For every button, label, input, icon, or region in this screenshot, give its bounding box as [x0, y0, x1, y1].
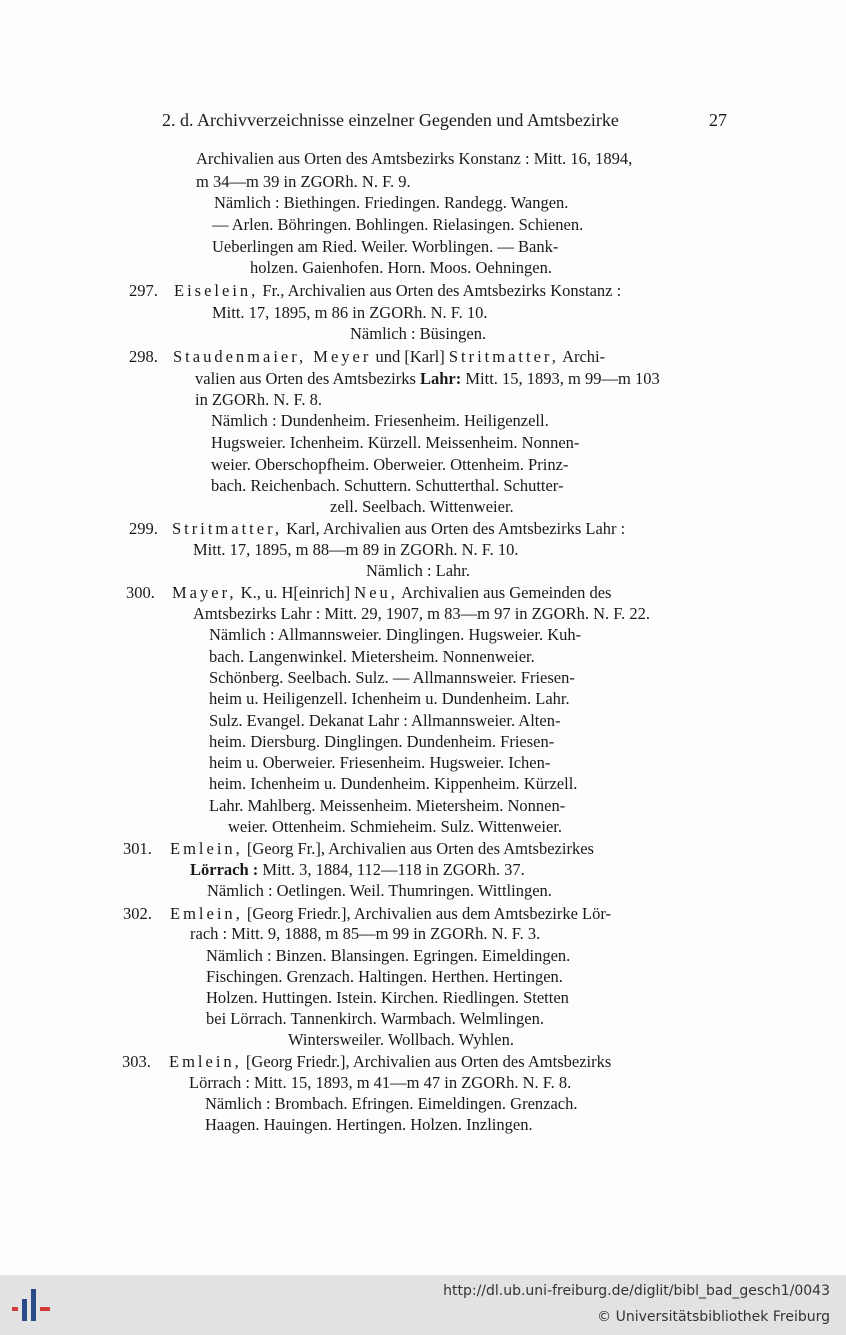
entry-number: 302.	[123, 904, 152, 923]
text-line: weier. Ottenheim. Schmieheim. Sulz. Wittenweier.	[228, 817, 562, 836]
text-line: Hugsweier. Ichenheim. Kürzell. Meissenheim. Nonnen-	[211, 433, 580, 452]
entry-author: Eiselein,	[174, 281, 259, 300]
entry-number: 300.	[126, 583, 155, 602]
entry-author: Emlein,	[169, 1052, 242, 1071]
text-line: bei Lörrach. Tannenkirch. Warmbach. Welmlingen.	[206, 1009, 544, 1028]
entry-first-line	[172, 582, 611, 603]
entry-number: 299.	[129, 519, 158, 538]
text-line: Lahr. Mahlberg. Meissenheim. Mietersheim. Nonnen-	[209, 796, 566, 815]
entry-text: Mitt. 3, 1884, 112—118 in ZGORh. 37.	[262, 860, 525, 879]
text-line: rach : Mitt. 9, 1888, m 85—m 99 in ZGORh. N. F. 3.	[190, 924, 541, 943]
entry-text-bold: Lörrach :	[190, 860, 259, 879]
text-line: Nämlich : Lahr.	[366, 561, 471, 580]
text-line: in ZGORh. N. F. 8.	[195, 390, 323, 409]
text-line: Mitt. 17, 1895, m 88—m 89 in ZGORh. N. F. 10.	[193, 540, 519, 559]
entry-author: Emlein,	[170, 904, 243, 923]
entry-author: Stritmatter,	[172, 519, 283, 538]
copyright-text: © Universitätsbibliothek Freiburg	[597, 1309, 830, 1325]
text-line: m 34—m 39 in ZGORh. N. F. 9.	[196, 172, 411, 191]
entry-author: Mayer,	[172, 583, 237, 602]
text-line: heim u. Oberweier. Friesenheim. Hugsweier. Ichen-	[209, 753, 551, 772]
page-number: 27	[709, 110, 727, 130]
entry-text: Archi-	[562, 347, 606, 366]
text-line: Amtsbezirks Lahr : Mitt. 29, 1907, m 83—m 97 in ZGORh. N. F. 22.	[193, 604, 650, 623]
document-url-link[interactable]: http://dl.ub.uni-freiburg.de/diglit/bibl_bad_gesch1/0043	[443, 1283, 830, 1299]
entry-text-bold: Lahr:	[420, 369, 462, 388]
entry-first-line	[172, 518, 625, 539]
entry-author: Stritmatter,	[448, 347, 559, 366]
text-line: heim. Ichenheim u. Dundenheim. Kippenheim. Kürzell.	[209, 774, 578, 793]
running-header	[162, 110, 727, 131]
viewer-footer	[0, 1275, 846, 1335]
ub-freiburg-logo-icon[interactable]	[10, 1285, 56, 1325]
text-line: Ueberlingen am Ried. Weiler. Worblingen. — Bank-	[212, 237, 559, 256]
text-line: bach. Reichenbach. Schuttern. Schutterthal. Schutter-	[211, 476, 564, 495]
entry-text: [Georg Friedr.], Archivalien aus Orten des Amtsbezirks	[245, 1052, 612, 1071]
entry-author: Staudenmaier, Meyer	[173, 347, 372, 366]
text-line: Nämlich : Brombach. Efringen. Eimeldingen. Grenzach.	[205, 1094, 578, 1113]
text-line: Lörrach : Mitt. 15, 1893, m 41—m 47 in ZGORh. N. F. 8.	[189, 1073, 572, 1092]
entry-number: 298.	[129, 347, 158, 366]
text-line: heim u. Heiligenzell. Ichenheim u. Dundenheim. Lahr.	[209, 689, 570, 708]
text-line: Wintersweiler. Wollbach. Wyhlen.	[288, 1030, 514, 1049]
entry-author: Neu,	[354, 583, 398, 602]
entry-number: 301.	[123, 839, 152, 858]
text-line: Nämlich : Biethingen. Friedingen. Randegg. Wangen.	[214, 193, 569, 212]
entry-text: valien aus Orten des Amtsbezirks	[195, 369, 416, 388]
text-line: Holzen. Huttingen. Istein. Kirchen. Riedlingen. Stetten	[206, 988, 569, 1007]
entry-first-line	[174, 280, 621, 301]
entry-text: Fr., Archivalien aus Orten des Amtsbezirks Konstanz :	[262, 281, 622, 300]
text-line: Nämlich : Büsingen.	[350, 324, 487, 343]
header-title: 2. d. Archivverzeichnisse einzelner Gegenden und Amtsbezirke	[162, 110, 619, 130]
entry-author: Emlein,	[170, 839, 243, 858]
entry-first-line	[170, 903, 611, 924]
text-line: Mitt. 17, 1895, m 86 in ZGORh. N. F. 10.	[212, 303, 488, 322]
text-line: Schönberg. Seelbach. Sulz. — Allmannsweier. Friesen-	[209, 668, 575, 687]
entry-text: Archivalien aus Gemeinden des	[401, 583, 612, 602]
entry-text: [Georg Friedr.], Archivalien aus dem Amtsbezirke Lör-	[246, 904, 612, 923]
text-line: Nämlich : Binzen. Blansingen. Egringen. Eimeldingen.	[206, 946, 571, 965]
text-line: heim. Diersburg. Dinglingen. Dundenheim. Friesen-	[209, 732, 555, 751]
entry-first-line	[169, 1051, 611, 1072]
text-line: Sulz. Evangel. Dekanat Lahr : Allmannsweier. Alten-	[209, 711, 561, 730]
text-line: — Arlen. Böhringen. Bohlingen. Rielasingen. Schienen.	[212, 215, 584, 234]
entry-number: 303.	[122, 1052, 151, 1071]
entry-text: [Georg Fr.], Archivalien aus Orten des Amtsbezirkes	[246, 839, 594, 858]
entry-text: K., u. H[einrich]	[240, 583, 351, 602]
text-line: holzen. Gaienhofen. Horn. Moos. Oehningen.	[250, 258, 552, 277]
text-line: weier. Oberschopfheim. Oberweier. Ottenheim. Prinz-	[211, 455, 569, 474]
text-line	[190, 859, 525, 880]
entry-text: Karl, Archivalien aus Orten des Amtsbezirks Lahr :	[286, 519, 626, 538]
text-line: bach. Langenwinkel. Mietersheim. Nonnenweier.	[209, 647, 535, 666]
entry-first-line	[173, 346, 605, 367]
text-line: Nämlich : Allmannsweier. Dinglingen. Hugsweier. Kuh-	[209, 625, 582, 644]
text-line: zell. Seelbach. Wittenweier.	[330, 497, 514, 516]
text-line: Haagen. Hauingen. Hertingen. Holzen. Inzlingen.	[205, 1115, 533, 1134]
entry-text: Mitt. 15, 1893, m 99—m 103	[465, 369, 660, 388]
entry-first-line	[170, 838, 594, 859]
entry-number: 297.	[129, 281, 158, 300]
text-line: Archivalien aus Orten des Amtsbezirks Konstanz : Mitt. 16, 1894,	[196, 149, 633, 168]
entry-text: und [Karl]	[375, 347, 445, 366]
text-line: Nämlich : Oetlingen. Weil. Thumringen. Wittlingen.	[207, 881, 552, 900]
text-line: Nämlich : Dundenheim. Friesenheim. Heiligenzell.	[211, 411, 549, 430]
text-line	[195, 368, 660, 389]
text-line: Fischingen. Grenzach. Haltingen. Herthen. Hertingen.	[206, 967, 563, 986]
